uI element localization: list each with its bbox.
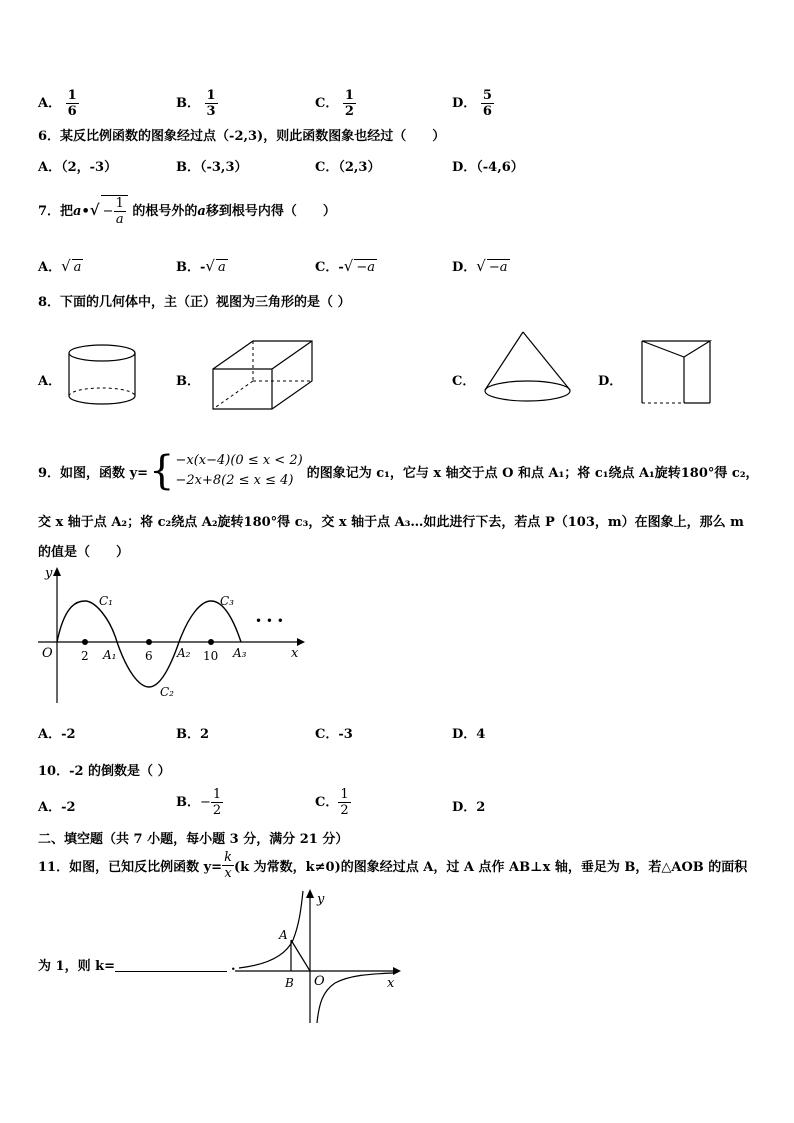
- q9-option-a: A．-2: [38, 727, 76, 742]
- cylinder-figure: [60, 340, 150, 410]
- q11-line2: [38, 955, 236, 974]
- denominator: 2: [212, 803, 222, 818]
- q11-tail: .: [231, 959, 236, 974]
- q7-option-b: [176, 256, 228, 275]
- q11-post: (k 为常数，k≠0)的图象经过点 A，过 A 点作 AB⊥x 轴，垂足为 B，若△AOB 的面积: [233, 860, 748, 875]
- q8-option-d: D．: [598, 374, 623, 389]
- radical-sign: √: [476, 257, 486, 275]
- fraction: [222, 850, 234, 881]
- cuboid-figure: [205, 335, 320, 415]
- q6-option-a: A．（2，-3）: [38, 160, 118, 175]
- point-2: [82, 639, 88, 645]
- radical-sign: √: [205, 257, 215, 275]
- ellipsis: • • •: [255, 614, 284, 628]
- radicand: a: [73, 260, 82, 275]
- tick-2: 2: [81, 649, 89, 663]
- origin-label: O: [314, 974, 325, 989]
- q7-var: a: [73, 204, 82, 219]
- fraction: [114, 196, 126, 227]
- q7-dot: •: [81, 204, 90, 219]
- q7-prefix: 7．把: [38, 204, 74, 219]
- radical-sign: √: [61, 257, 71, 275]
- fraction: [343, 88, 356, 119]
- option-letter: A．: [38, 96, 62, 111]
- denominator: 6: [67, 104, 77, 119]
- minus-sign: -: [338, 260, 344, 275]
- q9-graph: [35, 563, 310, 705]
- left-brace: {: [149, 448, 175, 494]
- denominator: x: [224, 866, 232, 881]
- q7-suffix-var: a: [197, 204, 206, 219]
- q5-option-c: [315, 88, 356, 119]
- q8-option-a: A．: [38, 374, 62, 389]
- denominator: 6: [482, 104, 492, 119]
- y-label: y: [45, 566, 53, 581]
- q11-graph: [235, 885, 405, 1025]
- q6-stem: 6．某反比例函数的图象经过点（-2,3)，则此函数图象也经过（ ）: [38, 129, 446, 144]
- q7-option-a: [38, 256, 83, 275]
- q9-stem-pre: 9．如图，函数 y=: [38, 465, 149, 481]
- section-heading: 二、填空题（共 7 小题，每小题 3 分，满分 21 分）: [38, 832, 349, 847]
- q9-option-b: B．2: [176, 727, 210, 742]
- a2-label: A₂: [177, 646, 191, 660]
- y-label: y: [317, 892, 325, 907]
- numerator: 1: [212, 787, 222, 802]
- q5-option-d: [452, 88, 494, 119]
- fraction: [205, 88, 218, 119]
- option-letter: B．: [176, 96, 200, 111]
- x-label: x: [291, 646, 299, 661]
- option-letter: D．: [452, 96, 477, 111]
- c2-label: C₂: [160, 685, 174, 699]
- numerator: 1: [115, 196, 124, 211]
- option-letter: B．: [176, 795, 200, 810]
- y-axis-arrow: [53, 567, 61, 576]
- q9-stem: [38, 443, 759, 499]
- option-letter: D．: [452, 260, 477, 275]
- q11-stem: [38, 850, 747, 881]
- numerator: 5: [482, 88, 492, 103]
- q6-option-c: C．（2,3）: [315, 160, 381, 175]
- option-letter: C．: [315, 260, 339, 275]
- q7-option-d: [452, 256, 510, 275]
- denominator: 2: [344, 104, 354, 119]
- q11-pre: 11．如图，已知反比例函数 y=: [38, 860, 223, 875]
- q10-option-d: D．2: [452, 800, 486, 815]
- q10-option-c: [315, 787, 351, 818]
- prism-figure: [636, 335, 721, 410]
- denominator: 2: [340, 803, 349, 818]
- fraction: [338, 787, 350, 818]
- point-6: [146, 639, 152, 645]
- q9-stem-post: 的图象记为 c₁，它与 x 轴交于点 O 和点 A₁；将 c₁绕点 A₁旋转180°得 c₂，: [306, 465, 759, 481]
- origin-label: O: [42, 646, 53, 661]
- piece-1: −x(x−4)(0 ≤ x < 2): [175, 453, 303, 468]
- numerator: 1: [344, 88, 354, 103]
- q5-option-a: [38, 88, 79, 119]
- piece-2: −2x+8(2 ≤ x ≤ 4): [175, 473, 294, 488]
- hyperbola-branch-4: [317, 973, 393, 1023]
- radicand: −a: [488, 260, 508, 275]
- q8-stem: 8．下面的几何体中，主（正）视图为三角形的是（ ）: [38, 295, 351, 310]
- q7-suffix: 的根号外的: [132, 204, 198, 219]
- x-axis-arrow: [297, 638, 305, 646]
- radicand: [101, 195, 128, 227]
- point-b-label: B: [285, 976, 294, 990]
- q10-option-a: A．-2: [38, 800, 76, 815]
- q8-option-c: C．: [452, 374, 476, 389]
- option-letter: A．: [38, 260, 62, 275]
- q8-option-b: B．: [176, 374, 200, 389]
- numerator: k: [224, 850, 232, 865]
- radicand: −a: [356, 260, 375, 275]
- x-label: x: [387, 976, 395, 991]
- x-axis-arrow: [393, 967, 401, 975]
- option-letter: B．: [176, 260, 200, 275]
- numerator: 1: [206, 88, 216, 103]
- piecewise: [175, 451, 302, 491]
- c1-label: C₁: [99, 594, 113, 608]
- minus-sign: −: [102, 204, 114, 219]
- q9-line3: 的值是（ ）: [38, 545, 130, 560]
- q6-option-b: B．（-3,3）: [176, 160, 248, 175]
- q10-option-b: [176, 787, 223, 818]
- q7-suffix2: 移到根号内得（ ）: [205, 204, 336, 219]
- tick-10: 10: [203, 649, 219, 663]
- q6-option-d: D．（-4,6）: [452, 160, 524, 175]
- q9-line2: 交 x 轴于点 A₂；将 c₂绕点 A₂旋转180°得 c₃，交 x 轴于点 A₃…如此进行下去，若点 P（103，m）在图象上，那么 m: [38, 515, 744, 530]
- fraction: [66, 88, 79, 119]
- option-letter: C．: [315, 96, 339, 111]
- radical-sign: √: [89, 201, 100, 219]
- point-a-label: A: [279, 928, 288, 942]
- numerator: 1: [67, 88, 77, 103]
- fraction: [211, 787, 223, 818]
- minus-sign: −: [200, 795, 211, 810]
- denominator: 3: [206, 104, 216, 119]
- radical-sign: √: [343, 257, 354, 275]
- a1-label: A₁: [103, 648, 117, 662]
- q7-option-c: [315, 256, 377, 275]
- numerator: 1: [340, 787, 349, 802]
- point-10: [208, 639, 214, 645]
- q5-option-b: [176, 88, 218, 119]
- segment-ao: [291, 940, 310, 971]
- q11-line2-text: 为 1，则 k=: [38, 959, 115, 974]
- a3-label: A₃: [233, 646, 247, 660]
- q9-option-d: D．4: [452, 727, 486, 742]
- q10-stem: 10．-2 的倒数是（ ）: [38, 764, 171, 779]
- tick-6: 6: [145, 649, 153, 663]
- option-letter: C．: [315, 795, 339, 810]
- answer-blank[interactable]: [115, 959, 227, 972]
- denominator: a: [115, 212, 124, 227]
- y-axis-arrow: [306, 889, 314, 898]
- c3-label: C₃: [220, 594, 234, 608]
- fraction: [481, 88, 494, 119]
- cone-figure: [478, 328, 578, 408]
- minus-sign: -: [200, 260, 206, 275]
- q7-stem: [38, 195, 336, 227]
- hyperbola-branch-2: [239, 891, 303, 968]
- radicand: a: [217, 260, 226, 275]
- q9-option-c: C．-3: [315, 727, 353, 742]
